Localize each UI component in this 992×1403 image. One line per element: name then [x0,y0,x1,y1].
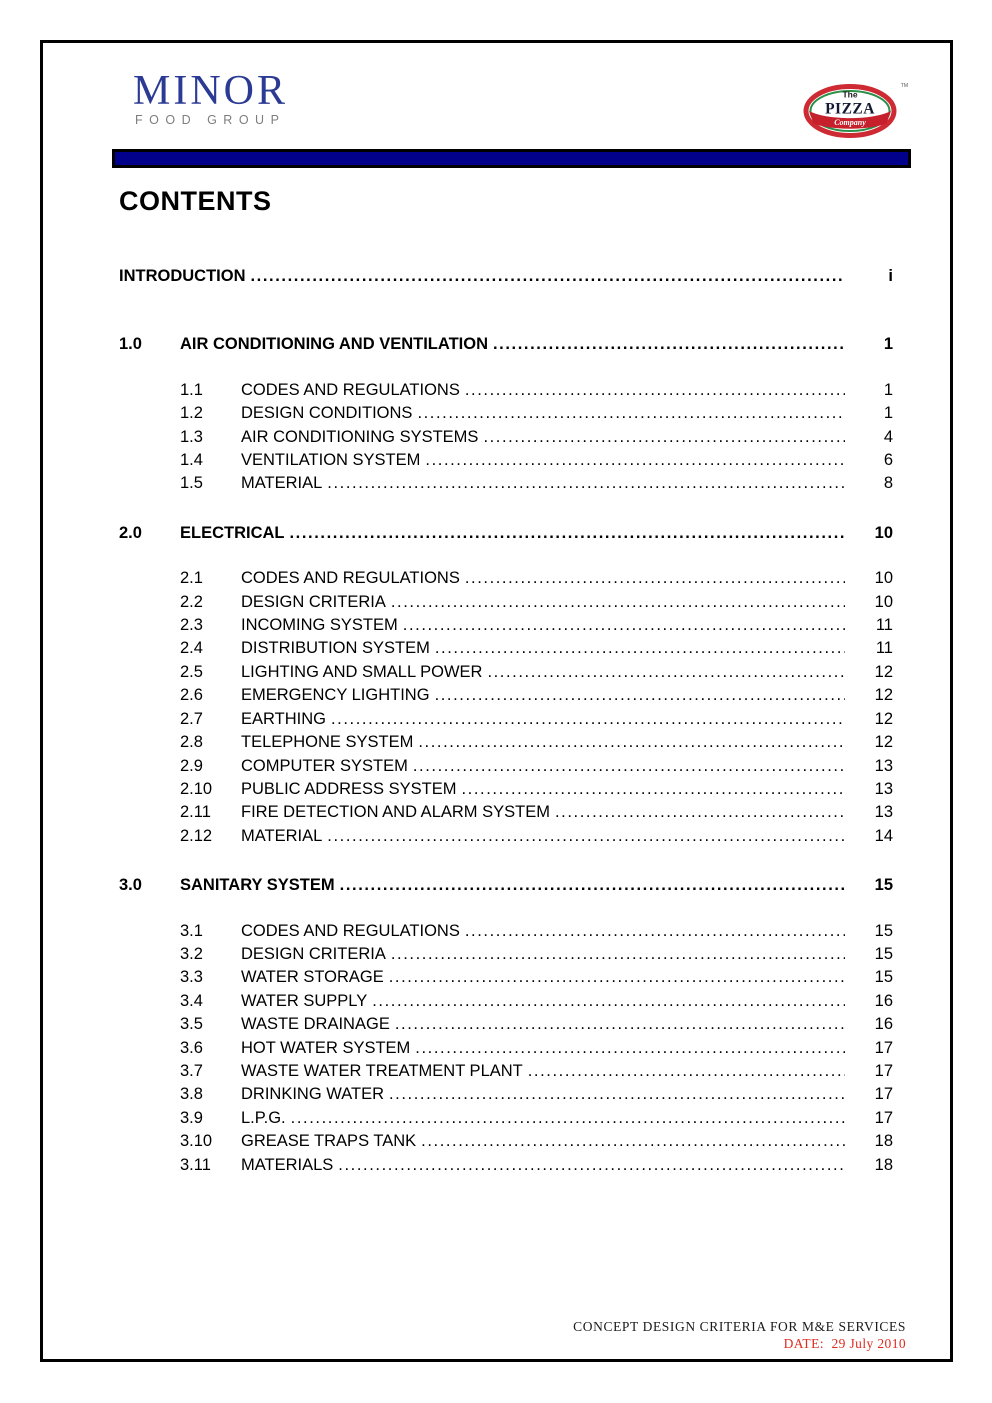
toc-row [119,755,893,778]
toc-row [119,684,893,707]
toc-entry-title: CODES AND REGULATIONS [241,380,460,399]
toc-entry-number: 3.8 [180,1085,203,1104]
toc-entry-title: GREASE TRAPS TANK [241,1132,417,1151]
toc-row [119,943,893,966]
toc-row [119,449,893,472]
toc-row [119,708,893,731]
toc-entry-page: 12 [874,709,893,728]
toc-entry-number: 3.9 [180,1108,203,1127]
minor-logo-wordmark: MINOR [133,68,289,114]
toc-row [119,402,893,425]
toc-entry-number: 3.6 [180,1038,203,1057]
toc-row [119,731,893,754]
toc-entry-number: 1.3 [180,427,203,446]
toc-entry-title: WASTE WATER TREATMENT PLANT [241,1061,523,1080]
toc-entry-number: 2.0 [119,523,142,542]
dot-leader [384,1083,845,1106]
dot-leader [390,1013,845,1036]
toc-row [119,778,893,801]
toc-entry-page: 1 [883,335,893,354]
toc-row [119,801,893,824]
toc-entry-page: 15 [874,944,893,963]
dot-leader [322,472,845,495]
toc-entry-page: 6 [883,451,893,470]
toc-entry-title: SANITARY SYSTEM [180,876,335,895]
dot-leader [523,1060,845,1083]
toc-entry-page: 16 [874,991,893,1010]
dot-leader [488,333,845,356]
toc-section [119,874,893,1177]
toc-entry-page: 13 [874,803,893,822]
header-divider-bar [112,149,911,168]
minor-food-group-logo [133,68,289,127]
toc-row [119,1037,893,1060]
toc-entry-page: 17 [874,1085,893,1104]
dot-leader [413,731,845,754]
toc-entry-page: 1 [883,404,893,423]
dot-leader [386,943,845,966]
toc-entry-number: 2.9 [180,756,203,775]
toc-row [119,1060,893,1083]
toc-entry-title: EARTHING [241,709,326,728]
toc-entry-title: TELEPHONE SYSTEM [241,733,414,752]
toc-section [119,522,893,848]
dot-leader [478,426,845,449]
toc-entry-page: 17 [874,1038,893,1057]
dot-leader [460,379,845,402]
toc-entry-number: 2.8 [180,733,203,752]
footer-document-title: CONCEPT DESIGN CRITERIA FOR M&E SERVICES [573,1319,906,1334]
dot-leader [367,990,845,1013]
toc-entry-page: 17 [874,1061,893,1080]
toc-entry-title: CODES AND REGULATIONS [241,921,460,940]
toc-entry-title: WASTE DRAINAGE [241,1015,390,1034]
toc-entry-number: 3.0 [119,876,142,895]
toc-entry-title: DESIGN CRITERIA [241,592,386,611]
toc-row [119,614,893,637]
trademark-symbol: TM [900,83,908,89]
dot-leader [408,755,845,778]
toc-entry-title: ELECTRICAL [180,523,285,542]
toc-entry-title: MATERIAL [241,826,323,845]
toc-entry-page: 1 [883,380,893,399]
toc-entry-title: DESIGN CRITERIA [241,944,386,963]
toc-entry-title: EMERGENCY LIGHTING [241,686,430,705]
toc-entry-page: 18 [874,1155,893,1174]
minor-logo-subtitle: FOOD GROUP [135,113,286,127]
dot-leader [412,402,845,425]
toc-section-items [119,920,893,1177]
toc-entry-page: 12 [874,733,893,752]
toc-entry-number: 3.10 [180,1132,213,1151]
toc-entry-title: VENTILATION SYSTEM [241,451,421,470]
toc-row [119,1013,893,1036]
toc-entry-title: DRINKING WATER [241,1085,384,1104]
toc-row [119,591,893,614]
toc-entry-title: L.P.G. [241,1108,286,1127]
dot-leader [410,1037,845,1060]
toc-row [119,265,893,288]
toc-row [119,1083,893,1106]
toc-entry-number: 3.7 [180,1061,203,1080]
toc-entry-number: 2.10 [180,779,213,798]
footer-date-label: DATE: [783,1336,824,1351]
toc-entry-page: 10 [874,523,893,542]
toc-row [119,637,893,660]
toc-row [119,990,893,1013]
toc-row [119,1107,893,1130]
toc-row [119,966,893,989]
toc-row [119,661,893,684]
toc-entry-page: 11 [875,616,893,635]
toc-entry-page: i [888,267,893,285]
toc-row [119,874,893,897]
dot-leader [333,1154,845,1177]
toc-entry-number: 2.4 [180,639,203,658]
dot-leader [285,522,846,545]
dot-leader [335,874,845,897]
dot-leader [384,966,845,989]
toc-entry-page: 18 [874,1132,893,1151]
toc-row [119,379,893,402]
toc-entry-page: 12 [874,686,893,705]
pizza-logo-pizza-text: PIZZA [825,100,875,118]
toc-row [119,426,893,449]
toc-entry-number: 2.7 [180,709,203,728]
toc-entry-title: WATER SUPPLY [241,991,368,1010]
toc-entry-title: DISTRIBUTION SYSTEM [241,639,430,658]
dot-leader [460,567,845,590]
toc-entry-number: 1.2 [180,404,203,423]
toc-entry-number: 3.11 [180,1155,211,1174]
toc-entry-page: 11 [875,639,893,658]
dot-leader [550,801,845,824]
toc-entry-page: 8 [883,474,893,493]
toc-entry-title: LIGHTING AND SMALL POWER [241,662,483,681]
toc-entry-title: AIR CONDITIONING AND VENTILATION [180,335,488,354]
toc-entry-page: 13 [874,756,893,775]
dot-leader [398,614,845,637]
dot-leader [322,825,845,848]
toc-entry-page: 4 [883,427,893,446]
toc-entry-title: FIRE DETECTION AND ALARM SYSTEM [241,803,550,822]
document-footer [573,1318,906,1352]
toc-row [119,522,893,545]
toc-entry-number: 2.12 [180,826,213,845]
toc-entry-title: MATERIAL [241,474,323,493]
toc-section-items [119,379,893,496]
toc-section-items [119,567,893,848]
toc-row [119,825,893,848]
toc-entry-page: 17 [874,1108,893,1127]
toc-entry-page: 12 [874,662,893,681]
toc-entry-page: 10 [874,592,893,611]
toc-entry-number: 1.5 [180,474,203,493]
toc-row [119,472,893,495]
toc-entry-title: WATER STORAGE [241,968,384,987]
toc-entry-title: CODES AND REGULATIONS [241,569,460,588]
toc-entry-number: 3.3 [180,968,203,987]
toc-entry-title: MATERIALS [241,1155,334,1174]
toc-entry-number: 1.0 [119,335,142,354]
toc-entry-number: 3.1 [180,921,203,940]
toc-entry-page: 13 [874,779,893,798]
toc-entry-title: PUBLIC ADDRESS SYSTEM [241,779,457,798]
toc-entry-page: 16 [874,1015,893,1034]
toc-entry-number: 2.5 [180,662,203,681]
toc-entry-page: 10 [874,569,893,588]
dot-leader [286,1107,845,1130]
toc-entry-number: 1.1 [180,380,203,399]
pizza-logo-company-text: Company [834,118,866,127]
toc-entry-page: 15 [874,968,893,987]
pizza-company-logo-icon [799,79,909,139]
dot-leader [460,920,845,943]
toc-entry-number: 1.4 [180,451,203,470]
toc-entry-title: HOT WATER SYSTEM [241,1038,411,1057]
toc-entry-title: INTRODUCTION [119,267,246,285]
toc-entry-number: 2.11 [180,803,211,822]
document-page-frame [40,40,953,1362]
toc-entry-number: 2.3 [180,616,203,635]
toc-row [119,1154,893,1177]
toc-entry-number: 2.6 [180,686,203,705]
toc-entry-page: 14 [874,826,893,845]
page-title: CONTENTS [119,186,272,216]
dot-leader [416,1130,845,1153]
toc-entry-page: 15 [874,876,893,895]
toc-entry-number: 3.4 [180,991,203,1010]
dot-leader [386,591,845,614]
toc-entry-title: AIR CONDITIONING SYSTEMS [241,427,479,446]
toc-row [119,1130,893,1153]
toc-entry-title: DESIGN CONDITIONS [241,404,413,423]
pizza-company-logo [799,79,909,139]
toc-entry-title: INCOMING SYSTEM [241,616,398,635]
footer-date-value: 29 July 2010 [831,1336,906,1351]
dot-leader [430,637,845,660]
toc-row [119,920,893,943]
toc-row [119,333,893,356]
toc-row [119,567,893,590]
dot-leader [246,265,846,288]
dot-leader [420,449,845,472]
dot-leader [326,708,845,731]
pizza-logo-the-text: The [842,89,858,100]
toc-entry-number: 2.2 [180,592,203,611]
dot-leader [430,684,845,707]
footer-date [573,1335,906,1352]
toc-entry-number: 3.2 [180,944,203,963]
toc-entry-number: 2.1 [180,569,203,588]
dot-leader [482,661,845,684]
dot-leader [456,778,845,801]
table-of-contents [119,265,893,1177]
toc-entry-title: COMPUTER SYSTEM [241,756,408,775]
toc-entry-number: 3.5 [180,1015,203,1034]
toc-entry-page: 15 [874,921,893,940]
toc-section [119,333,893,495]
